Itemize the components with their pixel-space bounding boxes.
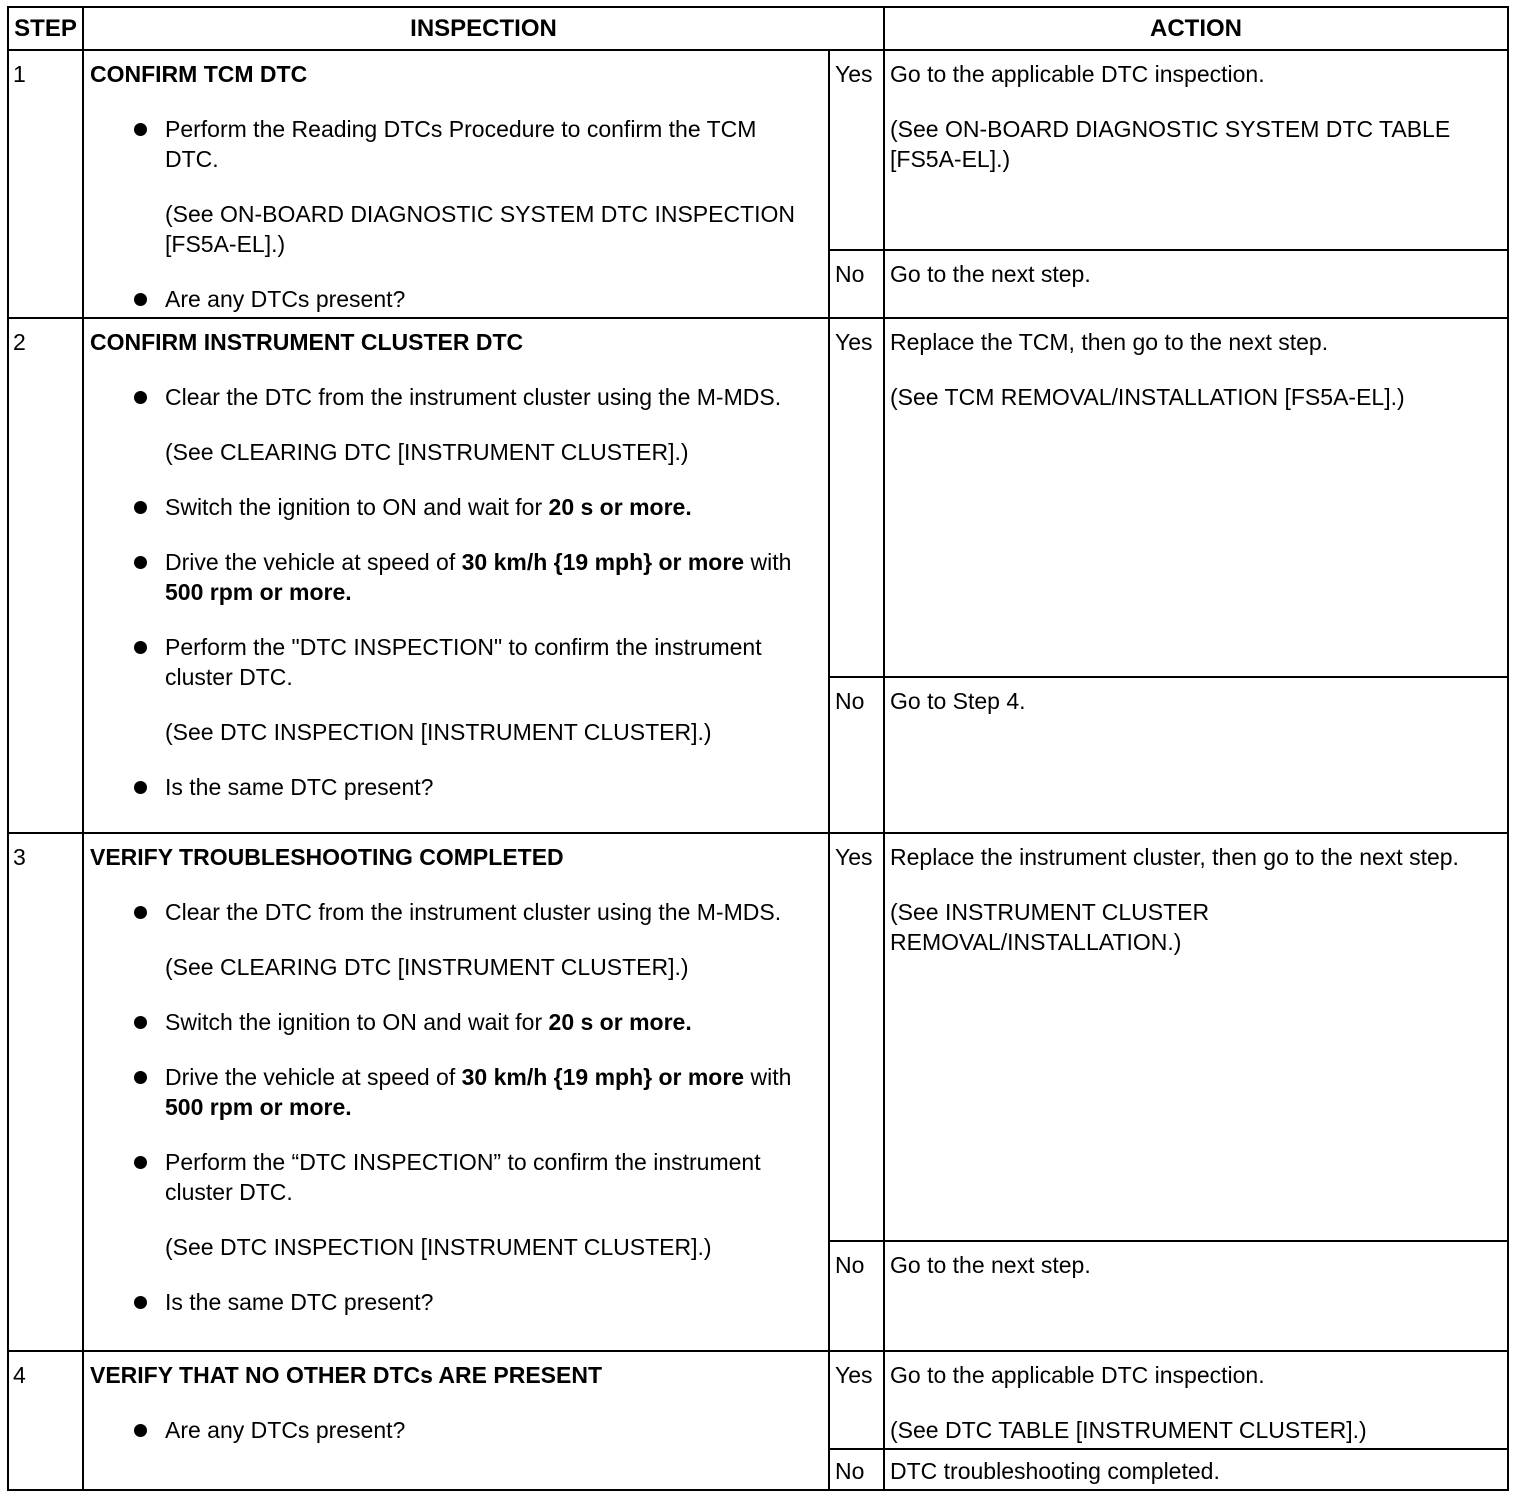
header-step: STEP: [8, 7, 83, 50]
action-reference: (See INSTRUMENT CLUSTER REMOVAL/INSTALLATION.): [890, 899, 1210, 955]
action-reference: (See ON-BOARD DIAGNOSTIC SYSTEM DTC TABLE [FS5A-EL].): [890, 116, 1451, 172]
inspection-item: [90, 1007, 808, 1037]
inspection-item: [90, 284, 808, 314]
yes-action: [884, 833, 1508, 1241]
item-text: Are any DTCs present?: [165, 286, 406, 312]
step-title: CONFIRM INSTRUMENT CLUSTER DTC: [90, 329, 524, 355]
item-reference: (See ON-BOARD DIAGNOSTIC SYSTEM DTC INSPECTION [FS5A-EL].): [165, 201, 796, 257]
step-number: 1: [8, 50, 83, 318]
item-reference: (See CLEARING DTC [INSTRUMENT CLUSTER].): [165, 954, 689, 980]
bullet-icon: [134, 1016, 147, 1029]
item-text: Perform the Reading DTCs Procedure to confirm the TCM DTC.: [165, 116, 757, 172]
no-label: No: [829, 677, 884, 833]
item-emphasis: 30 km/h {19 mph} or more: [461, 1064, 745, 1090]
yes-action: [884, 318, 1508, 677]
action-reference: (See TCM REMOVAL/INSTALLATION [FS5A-EL].): [890, 384, 1405, 410]
yes-label: Yes: [829, 1351, 884, 1449]
inspection-item: [90, 382, 808, 467]
header-inspection: INSPECTION: [83, 7, 884, 50]
step-title: CONFIRM TCM DTC: [90, 61, 308, 87]
item-emphasis: 20 s or more.: [548, 494, 692, 520]
action-text: Replace the instrument cluster, then go to the next step.: [890, 844, 1459, 870]
bullet-icon: [134, 1424, 147, 1437]
no-action: DTC troubleshooting completed.: [884, 1449, 1508, 1490]
step-number: 2: [8, 318, 83, 833]
item-text: Drive the vehicle at speed of: [165, 1064, 462, 1090]
bullet-icon: [134, 501, 147, 514]
inspection-cell: [83, 318, 829, 833]
step-number: 3: [8, 833, 83, 1351]
yes-action: [884, 50, 1508, 250]
step-row: [8, 50, 1508, 250]
item-text: Is the same DTC present?: [165, 1289, 434, 1315]
no-action: Go to the next step.: [884, 1241, 1508, 1351]
item-text: Drive the vehicle at speed of: [165, 549, 462, 575]
item-emphasis: 20 s or more.: [548, 1009, 692, 1035]
item-text: Perform the "DTC INSPECTION" to confirm the instrument cluster DTC.: [165, 634, 762, 690]
bullet-icon: [134, 123, 147, 136]
yes-label: Yes: [829, 50, 884, 250]
no-label: No: [829, 1449, 884, 1490]
bullet-icon: [134, 293, 147, 306]
troubleshooting-table: [7, 6, 1509, 1491]
inspection-cell: [83, 833, 829, 1351]
inspection-item: [90, 492, 808, 522]
step-row: [8, 318, 1508, 677]
action-text: Replace the TCM, then go to the next step.: [890, 329, 1329, 355]
yes-label: Yes: [829, 833, 884, 1241]
yes-action: [884, 1351, 1508, 1449]
inspection-item: [90, 772, 808, 802]
item-reference: (See DTC INSPECTION [INSTRUMENT CLUSTER].): [165, 719, 712, 745]
no-label: No: [829, 1241, 884, 1351]
item-emphasis: 30 km/h {19 mph} or more: [461, 549, 745, 575]
bullet-icon: [134, 1156, 147, 1169]
header-row: [8, 7, 1508, 50]
item-text: Is the same DTC present?: [165, 774, 434, 800]
inspection-item: [90, 897, 808, 982]
step-number: 4: [8, 1351, 83, 1490]
header-action: ACTION: [884, 7, 1508, 50]
bullet-icon: [134, 781, 147, 794]
item-text: with: [744, 549, 792, 575]
item-text: Perform the “DTC INSPECTION” to confirm the instrument cluster DTC.: [165, 1149, 761, 1205]
item-text: Clear the DTC from the instrument cluster using the M-MDS.: [165, 899, 782, 925]
no-action: Go to the next step.: [884, 250, 1508, 318]
item-text: Switch the ignition to ON and wait for: [165, 1009, 549, 1035]
item-text: Are any DTCs present?: [165, 1417, 406, 1443]
bullet-icon: [134, 556, 147, 569]
inspection-cell: [83, 50, 829, 318]
step-title: VERIFY TROUBLESHOOTING COMPLETED: [90, 844, 564, 870]
inspection-item: [90, 1415, 808, 1445]
item-reference: (See DTC INSPECTION [INSTRUMENT CLUSTER].): [165, 1234, 712, 1260]
bullet-icon: [134, 906, 147, 919]
step-row: [8, 833, 1508, 1241]
item-emphasis: 500 rpm or more.: [165, 1094, 352, 1120]
no-label: No: [829, 250, 884, 318]
inspection-item: [90, 632, 808, 747]
item-emphasis: 500 rpm or more.: [165, 579, 352, 605]
item-text: Clear the DTC from the instrument cluster using the M-MDS.: [165, 384, 782, 410]
inspection-cell: [83, 1351, 829, 1490]
inspection-item: [90, 1062, 808, 1122]
yes-label: Yes: [829, 318, 884, 677]
step-title: VERIFY THAT NO OTHER DTCs ARE PRESENT: [90, 1362, 603, 1388]
action-text: Go to the applicable DTC inspection.: [890, 61, 1265, 87]
inspection-item: [90, 547, 808, 607]
inspection-item: [90, 1287, 808, 1317]
bullet-icon: [134, 1296, 147, 1309]
inspection-item: [90, 1147, 808, 1262]
no-action: Go to Step 4.: [884, 677, 1508, 833]
inspection-item: [90, 114, 808, 259]
item-reference: (See CLEARING DTC [INSTRUMENT CLUSTER].): [165, 439, 689, 465]
action-text: Go to the applicable DTC inspection.: [890, 1362, 1265, 1388]
item-text: Switch the ignition to ON and wait for: [165, 494, 549, 520]
item-text: with: [744, 1064, 792, 1090]
bullet-icon: [134, 1071, 147, 1084]
bullet-icon: [134, 391, 147, 404]
bullet-icon: [134, 641, 147, 654]
action-reference: (See DTC TABLE [INSTRUMENT CLUSTER].): [890, 1417, 1367, 1443]
step-row: [8, 1351, 1508, 1449]
